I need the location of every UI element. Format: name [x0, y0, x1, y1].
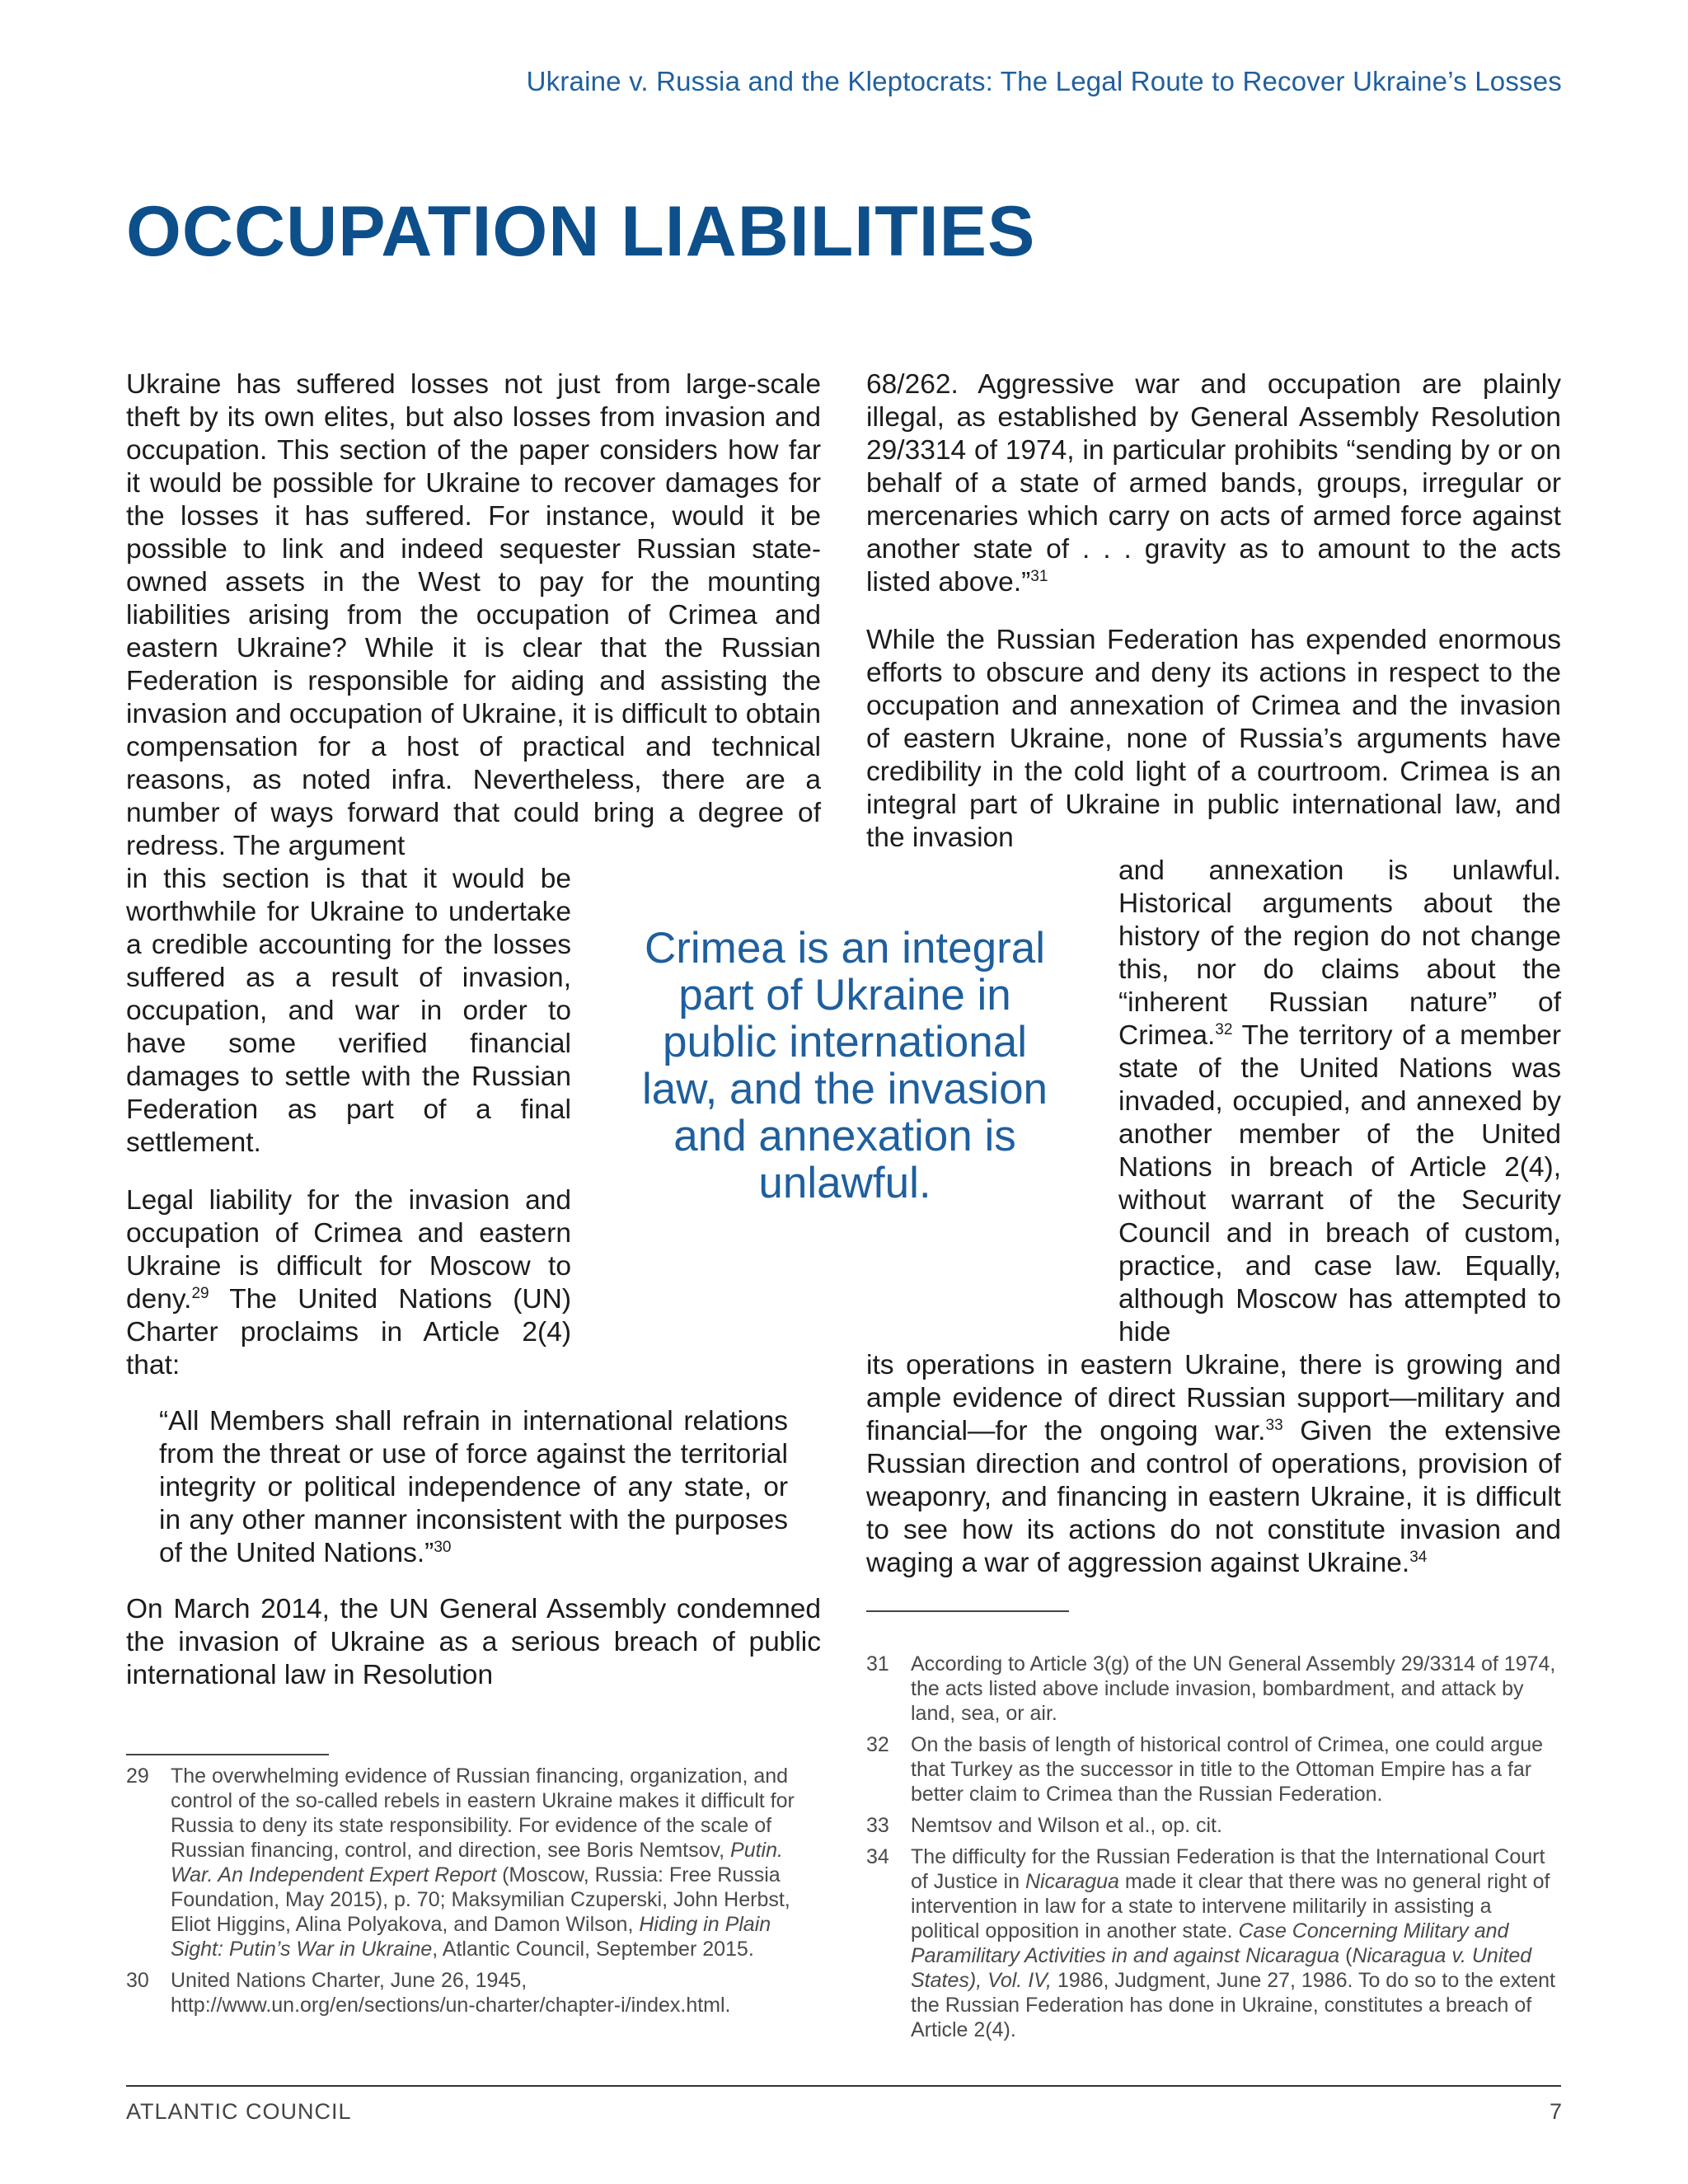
footnote-ref-29: 29 — [191, 1284, 209, 1302]
footnote-divider-right — [866, 1610, 1069, 1612]
footnote-34 — [866, 1844, 1561, 2042]
footnote-italic-title: Putin. War. An Independent Expert Report — [171, 1839, 783, 1886]
running-header: Ukraine v. Russia and the Kleptocrats: The Legal Route to Recover Ukraine’s Losses — [526, 66, 1562, 96]
paragraph-legal-liability — [126, 1184, 571, 1382]
footnote-text-part: , Atlantic Council, September 2015. — [432, 1938, 754, 1961]
footnotes-left — [126, 1764, 821, 2024]
paragraph-text: its operations in eastern Ukraine, there is growing and ample evidence of direct Russian support—military and financial—for the ongoing war. — [866, 1350, 1561, 1446]
footnote-number: 30 — [126, 1969, 149, 1992]
footnote-30 — [126, 1968, 821, 2018]
paragraph-text: Given the extensive Russian direction and control of operations, provision of weaponry, and financing in eastern Ukraine, it is difficult to see how its actions do not constitute invasion and waging a war of aggression against Ukraine. — [866, 1416, 1561, 1578]
section-title: OCCUPATION LIABILITIES — [126, 192, 1036, 271]
footnote-text — [171, 1764, 821, 1961]
footnote-text: United Nations Charter, June 26, 1945, http://www.un.org/en/sections/un-charter/chapter-i/index.html. — [171, 1969, 731, 2017]
footnote-number: 31 — [866, 1652, 889, 1675]
footnote-text-part: The difficulty for the Russian Federation is that the International Court of Justice in — [911, 1845, 1545, 1893]
footnote-number: 29 — [126, 1765, 149, 1788]
footnote-italic-title: Nicaragua v. United States), Vol. IV, — [911, 1944, 1532, 1992]
footer-divider — [126, 2085, 1561, 2087]
footnote-32 — [866, 1732, 1561, 1807]
charter-quote — [159, 1405, 788, 1570]
paragraph-russian-federation: While the Russian Federation has expended enormous efforts to obscure and deny its actions in respect to the occupation and annexation of Crimea and the invasion of eastern Ukraine, none of Russia’s arguments have credibility in the cold light of a courtroom. Crimea is an integral part of Ukraine in public international law, and the invasion — [866, 625, 1561, 853]
quote-text: “All Members shall refrain in international relations from the threat or use of force against the territorial integrity or political independence of any state, or in any other manner inconsistent with the purposes of the United Nations.” — [159, 1406, 788, 1568]
footnote-text-part: (Moscow, Russia: Free Russia Foundation, May 2015), p. 70; Maksymilian Czuperski, John Herbst, Eliot Higgins, Alina Polyakova, and Damon Wilson, — [171, 1863, 790, 1936]
footnote-divider-left — [126, 1754, 329, 1755]
page-number: 7 — [1549, 2099, 1562, 2124]
footnote-text-part: The overwhelming evidence of Russian financing, organization, and control of the so-called rebels in eastern Ukraine makes it difficult for Russia to deny its state responsibility. For evidence of the scale of Russian financing, control, and direction, see Boris Nemtsov, — [171, 1765, 795, 1862]
footnote-33 — [866, 1813, 1561, 1838]
paragraph-resolution-continued — [866, 368, 1561, 599]
footnote-ref-33: 33 — [1265, 1416, 1283, 1434]
paragraph-text: 68/262. Aggressive war and occupation are plainly illegal, as established by General Assembly Resolution 29/3314 of 1974, in particular prohibits “sending by or on behalf of a state of armed bands, groups, irregular or mercenaries which carry on acts of armed force against another state of . . . gravity as to amount to the acts listed above.” — [866, 369, 1561, 598]
pull-quote: Crimea is an integral part of Ukraine in public international law, and the invasion and annexation is unlawful. — [641, 924, 1048, 1207]
paragraph-text: and annexation is unlawful. Historical arguments about the history of the region do not change this, nor do claims about the “inherent Russian nature” of Crimea. — [1118, 855, 1561, 1051]
paragraph-intro: Ukraine has suffered losses not just from large-scale theft by its own elites, but also losses from invasion and occupation. This section of the paper considers how far it would be possible for Ukraine to recover damages for the losses it has suffered. For instance, would it be possible to link and indeed sequester Russian state-owned assets in the West to pay for the mounting liabilities arising from the occupation of Crimea and eastern Ukraine? While it is clear that the Russian Federation is responsible for aiding and assisting the invasion and occupation of Ukraine, it is difficult to obtain compensation for a host of practical and technical reasons, as noted infra. Nevertheless, there are a number of ways forward that could bring a degree of redress. The argument — [126, 369, 821, 861]
footnote-text: According to Article 3(g) of the UN General Assembly 29/3314 of 1974, the acts listed above include invasion, bombardment, and attack by land, sea, or air. — [911, 1652, 1556, 1725]
footnote-ref-32: 32 — [1215, 1020, 1233, 1038]
footnote-number: 34 — [866, 1845, 889, 1868]
footnote-ref-30: 30 — [434, 1538, 452, 1556]
paragraph-resolution: On March 2014, the UN General Assembly condemned the invasion of Ukraine as a serious breach of public international law in Resolution — [126, 1594, 821, 1690]
paragraph-operations — [866, 1349, 1561, 1580]
footnote-text: Nemtsov and Wilson et al., op. cit. — [911, 1814, 1222, 1837]
footnote-text-part: made it clear that there was no general right of intervention in law for a state to intervene militarily in assisting a political opposition in another state. — [911, 1870, 1550, 1943]
footnote-italic-title: Nicaragua — [1025, 1870, 1119, 1893]
footnote-number: 33 — [866, 1814, 889, 1837]
footnote-ref-31: 31 — [1030, 567, 1048, 585]
footnote-number: 32 — [866, 1733, 889, 1756]
footnote-text: On the basis of length of historical control of Crimea, one could argue that Turkey as the successor in title to the Ottoman Empire has a far better claim to Crimea than the Russian Federation. — [911, 1733, 1544, 1806]
footnote-31 — [866, 1652, 1561, 1726]
paragraph-intro-continued: in this section is that it would be worthwhile for Ukraine to undertake a credible accounting for the losses suffered as a result of invasion, occupation, and war in order to have some verified financial damages to settle with the Russian Federation as part of a final settlement. — [126, 864, 571, 1158]
paragraph-text: Legal liability for the invasion and occupation of Crimea and eastern Ukraine is difficult for Moscow to deny. — [126, 1185, 571, 1315]
paragraph-text: The United Nations (UN) Charter proclaims in Article 2(4) that: — [126, 1284, 571, 1380]
footnote-italic-title: Case Concerning Military and Paramilitary Activities in and against Nicaragua — [911, 1919, 1509, 1967]
footnote-text — [911, 1844, 1561, 2042]
footnote-29 — [126, 1764, 821, 1961]
footer-publisher: ATLANTIC COUNCIL — [126, 2099, 352, 2124]
footnote-italic-title: Hiding in Plain Sight: Putin’s War in Ukraine — [171, 1913, 771, 1961]
footnote-text-part: ( — [1339, 1944, 1353, 1967]
footnote-text-part: 1986, Judgment, June 27, 1986. To do so to the extent the Russian Federation has done in Ukraine, constitutes a breach of Article 2(4). — [911, 1969, 1556, 2041]
paragraph-text: The territory of a member state of the United Nations was invaded, occupied, and annexed by another member of the United Nations in breach of Article 2(4), without warrant of the Security Council and in breach of custom, practice, and case law. Equally, although Moscow has attempted to hide — [1118, 1020, 1561, 1347]
footnotes-right — [866, 1652, 1561, 2049]
footnote-ref-34: 34 — [1409, 1548, 1428, 1566]
